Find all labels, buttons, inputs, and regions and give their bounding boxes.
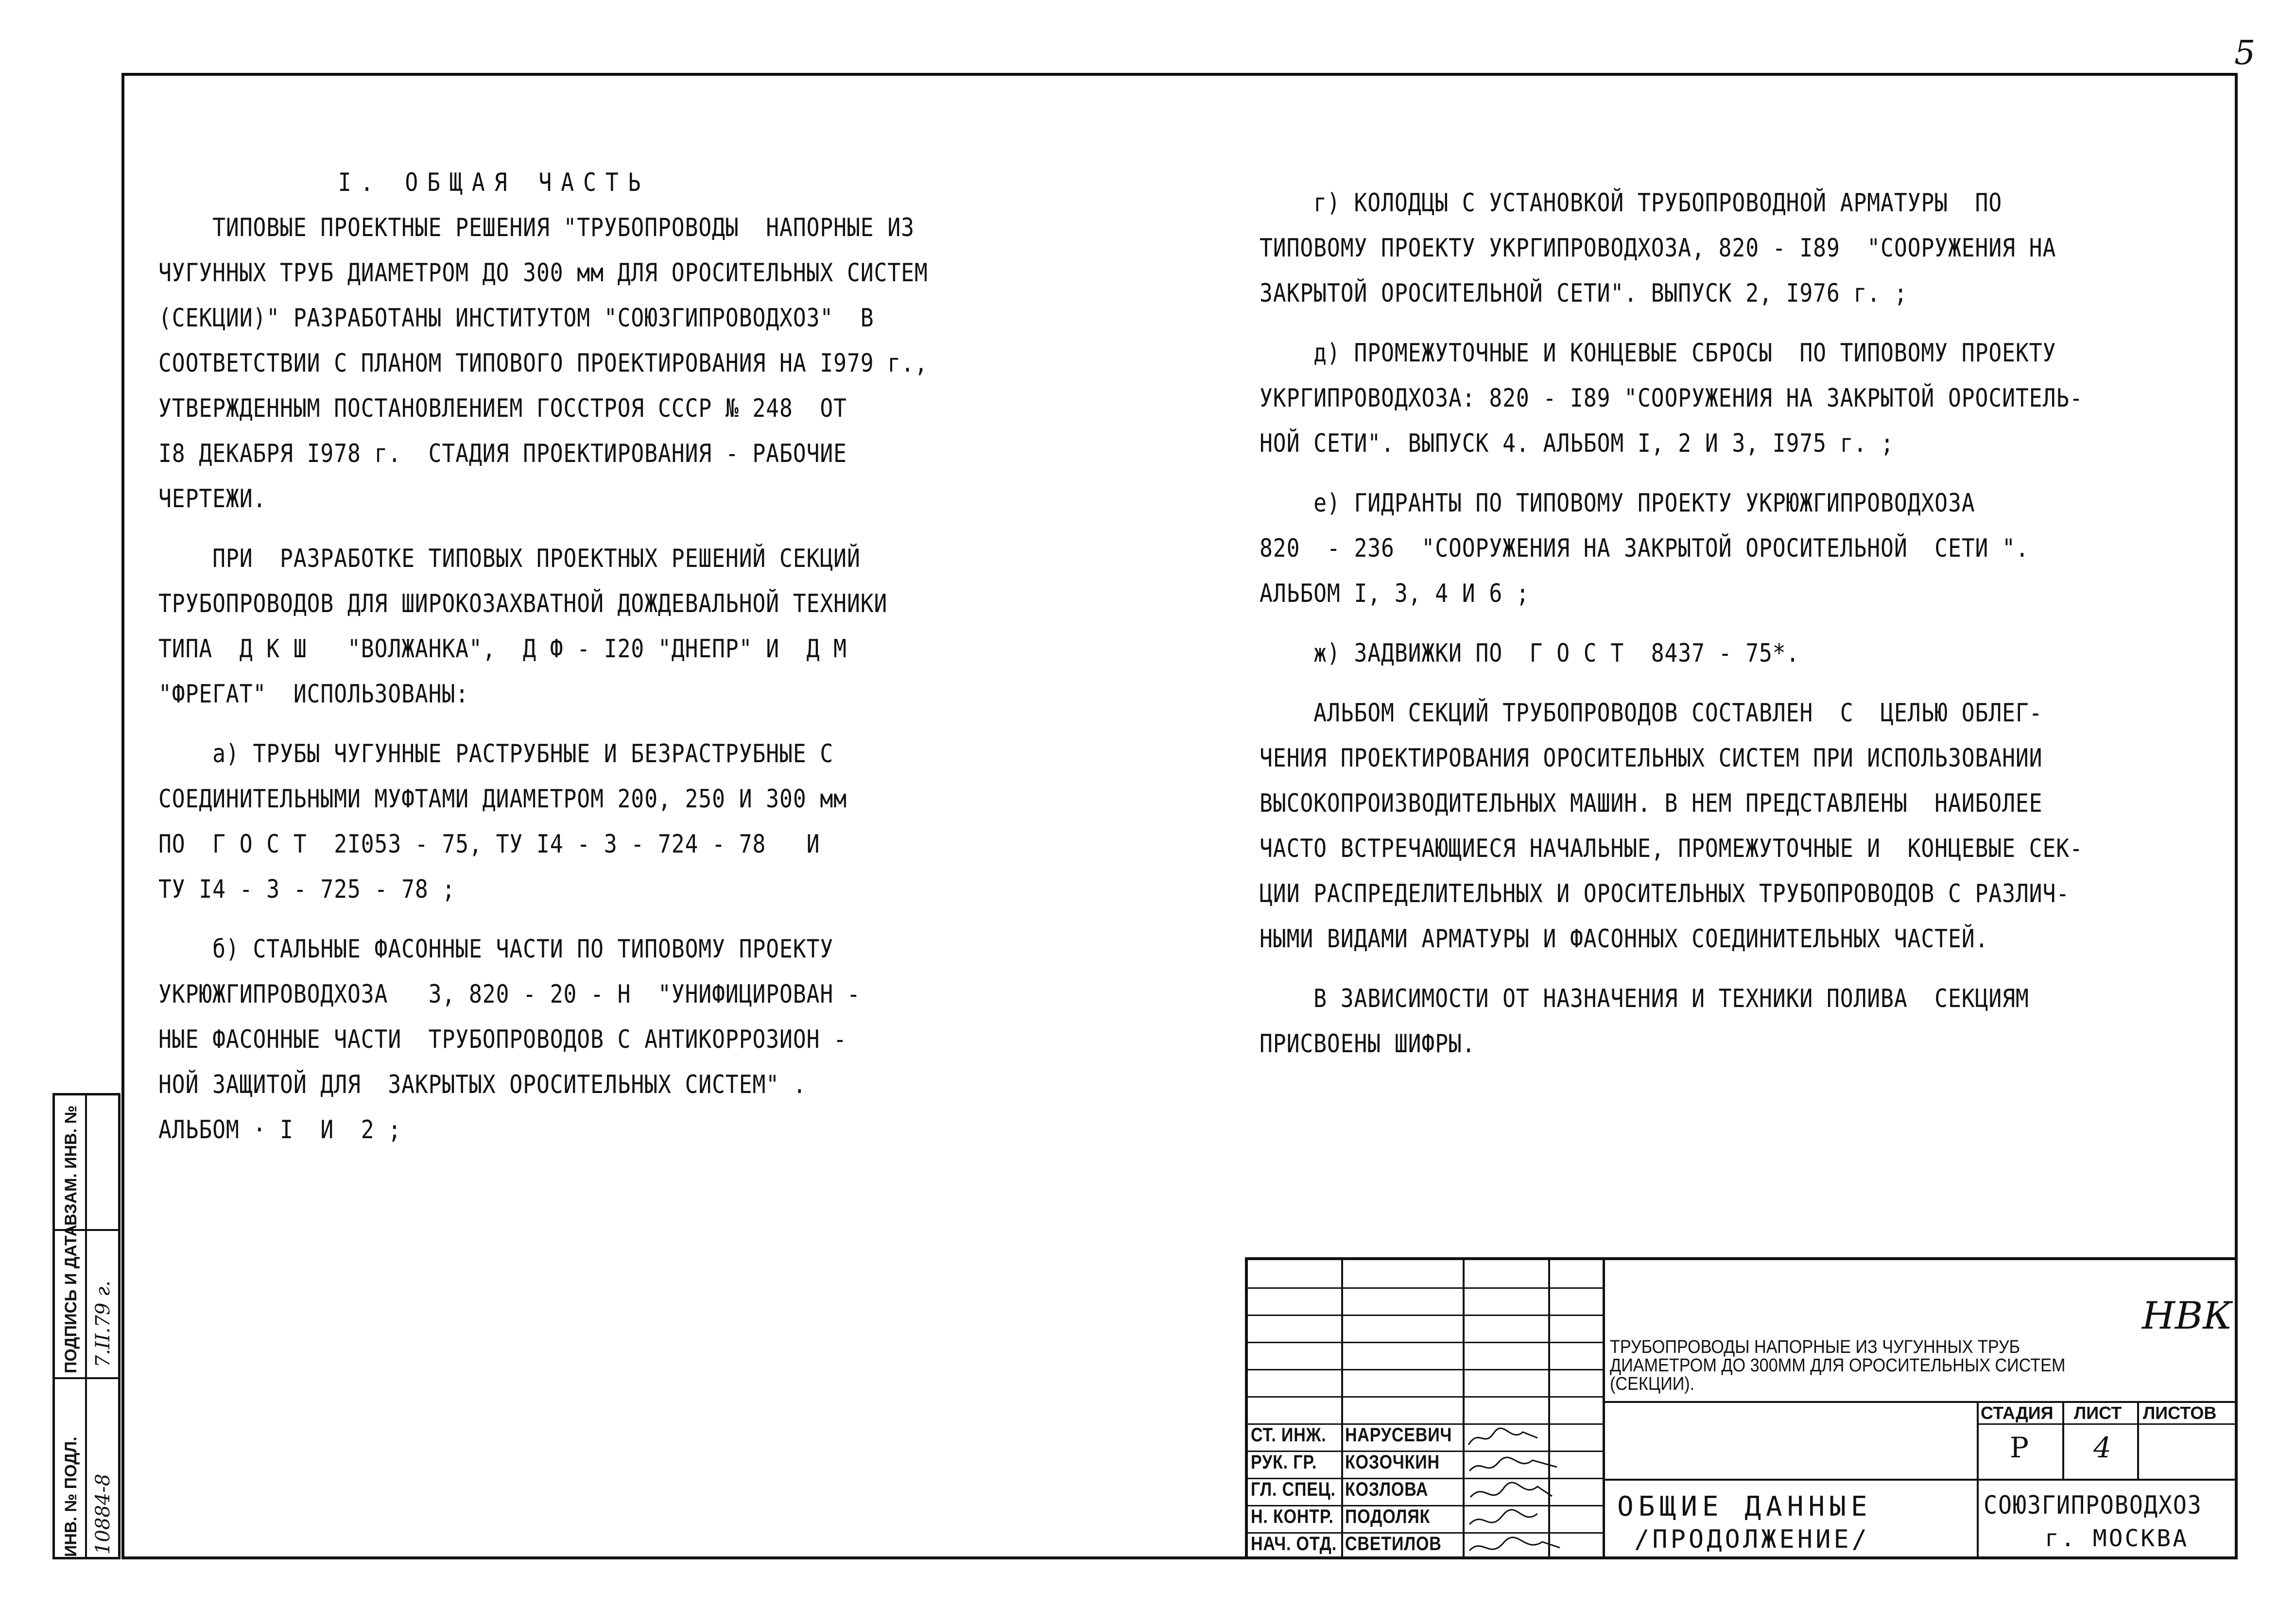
left-text-line: ЧУГУННЫХ ТРУБ ДИАМЕТРОМ ДО 300 мм ДЛЯ ОРОСИТЕЛЬНЫХ СИСТЕМ: [158, 258, 928, 288]
left-text-line: УКРЮЖГИПРОВОДХОЗА 3, 820 - 20 - Н "УНИФИЦИРОВАН -: [158, 980, 861, 1009]
signature-2: [1469, 1457, 1557, 1471]
left-text-line: "ФРЕГАТ" ИСПОЛЬЗОВАНЫ:: [158, 680, 469, 709]
right-text-line: НОЙ СЕТИ". ВЫПУСК 4. АЛЬБОМ I, 2 И 3, I975 г. ;: [1260, 429, 1894, 458]
right-text-line: ТИПОВОМУ ПРОЕКТУ УКРГИПРОВОДХОЗА, 820 - I89 "СООРУЖЕНИЯ НА: [1260, 234, 2056, 263]
right-text-line: ЗАКРЫТОЙ ОРОСИТЕЛЬНОЙ СЕТИ". ВЫПУСК 2, I976 г. ;: [1260, 279, 1908, 308]
title-block: [1245, 1257, 2238, 1559]
staff-role-2: РУК. ГР.: [1251, 1452, 1317, 1473]
staff-name-1: НАРУСЕВИЧ: [1345, 1424, 1452, 1446]
right-text-line: г) КОЛОДЦЫ С УСТАНОВКОЙ ТРУБОПРОВОДНОЙ АРМАТУРЫ ПО: [1260, 188, 2003, 218]
right-text-spacer: [1260, 616, 2137, 631]
signature-4: [1469, 1510, 1537, 1524]
left-text-spacer: [158, 912, 973, 927]
staff-role-3: ГЛ. СПЕЦ.: [1251, 1479, 1336, 1500]
staff-name-5: СВЕТИЛОВ: [1345, 1533, 1442, 1555]
stamp-label-replaced-inv: ВЗАМ. ИНВ. №: [62, 1105, 80, 1226]
sheet-header: ЛИСТ: [2074, 1403, 2122, 1423]
right-text-line: УКРГИПРОВОДХОЗА: 820 - I89 "СООРУЖЕНИЯ НА ЗАКРЫТОЙ ОРОСИТЕЛЬ-: [1260, 384, 2083, 413]
right-text-spacer: [1260, 676, 2137, 691]
document-subtitle: /ПРОДОЛЖЕНИЕ/: [1634, 1525, 1870, 1554]
stamp-inv-value: 10884-8: [92, 1473, 114, 1555]
left-text-line: ТРУБОПРОВОДОВ ДЛЯ ШИРОКОЗАХВАТНОЙ ДОЖДЕВАЛЬНОЙ ТЕХНИКИ: [158, 589, 888, 618]
stamp-label-signature-date: ПОДПИСЬ И ДАТА: [62, 1224, 80, 1373]
stage-header: СТАДИЯ: [1981, 1403, 2054, 1423]
left-text-column: [158, 160, 973, 1153]
left-margin-stamp: [52, 1093, 121, 1559]
page-number: 5: [2234, 34, 2256, 72]
section-title: I. ОБЩАЯ ЧАСТЬ: [338, 168, 650, 197]
left-text-line: ТУ I4 - 3 - 725 - 78 ;: [158, 875, 456, 904]
document-title: ОБЩИЕ ДАННЫЕ: [1617, 1491, 1872, 1522]
organisation-name: СОЮЗГИПРОВОДХОЗ: [1984, 1491, 2202, 1520]
drawing-description: ТРУБОПРОВОДЫ НАПОРНЫЕ ИЗ ЧУГУННЫХ ТРУБ ДИАМЕТРОМ ДО 300ММ ДЛЯ ОРОСИТЕЛЬНЫХ СИСТЕМ (СЕКЦИИ).: [1610, 1337, 2066, 1394]
left-text-line: б) СТАЛЬНЫЕ ФАСОННЫЕ ЧАСТИ ПО ТИПОВОМУ ПРОЕКТУ: [158, 935, 834, 964]
right-text-line: ЧЕНИЯ ПРОЕКТИРОВАНИЯ ОРОСИТЕЛЬНЫХ СИСТЕМ ПРИ ИСПОЛЬЗОВАНИИ: [1260, 744, 2043, 773]
right-text-line: ВЫСОКОПРОИЗВОДИТЕЛЬНЫХ МАШИН. В НЕМ ПРЕДСТАВЛЕНЫ НАИБОЛЕЕ: [1260, 789, 2043, 818]
right-text-line: ЧАСТО ВСТРЕЧАЮЩИЕСЯ НАЧАЛЬНЫЕ, ПРОМЕЖУТОЧНЫЕ И КОНЦЕВЫЕ СЕК-: [1260, 834, 2083, 863]
sheets-header: ЛИСТОВ: [2143, 1403, 2217, 1423]
stamp-label-inv-original: ИНВ. № ПОДЛ.: [62, 1436, 80, 1557]
right-text-line: В ЗАВИСИМОСТИ ОТ НАЗНАЧЕНИЯ И ТЕХНИКИ ПОЛИВА СЕКЦИЯМ: [1260, 984, 2029, 1013]
drawing-code: НВК: [2142, 1294, 2232, 1338]
right-text-line: е) ГИДРАНТЫ ПО ТИПОВОМУ ПРОЕКТУ УКРЮЖГИПРОВОДХОЗА: [1260, 489, 1975, 518]
left-text-line: УТВЕРЖДЕННЫМ ПОСТАНОВЛЕНИЕМ ГОССТРОЯ СССР № 248 ОТ: [158, 394, 847, 423]
left-text-line: ПРИ РАЗРАБОТКЕ ТИПОВЫХ ПРОЕКТНЫХ РЕШЕНИЙ СЕКЦИЙ: [158, 544, 861, 573]
left-text-line: ПО Г О С Т 2I053 - 75, ТУ I4 - 3 - 724 - 78 И: [158, 830, 820, 859]
right-text-line: ПРИСВОЕНЫ ШИФРЫ.: [1260, 1029, 1476, 1059]
right-text-line: АЛЬБОМ СЕКЦИЙ ТРУБОПРОВОДОВ СОСТАВЛЕН С ЦЕЛЬЮ ОБЛЕГ-: [1260, 699, 2043, 728]
right-text-line: 820 - 236 "СООРУЖЕНИЯ НА ЗАКРЫТОЙ ОРОСИТЕЛЬНОЙ СЕТИ ".: [1260, 534, 2029, 563]
sheet-value: 4: [2093, 1431, 2111, 1464]
staff-role-4: Н. КОНТР.: [1251, 1506, 1334, 1527]
signature-1: [1468, 1428, 1537, 1445]
left-text-line: СОЕДИНИТЕЛЬНЫМИ МУФТАМИ ДИАМЕТРОМ 200, 250 И 300 мм: [158, 785, 847, 814]
left-text-line: СООТВЕТСТВИИ С ПЛАНОМ ТИПОВОГО ПРОЕКТИРОВАНИЯ НА I979 г.,: [158, 349, 928, 378]
left-text-line: ТИПОВЫЕ ПРОЕКТНЫЕ РЕШЕНИЯ "ТРУБОПРОВОДЫ НАПОРНЫЕ ИЗ: [158, 213, 915, 242]
right-text-spacer: [1260, 316, 2137, 331]
staff-role-1: СТ. ИНЖ.: [1251, 1424, 1327, 1446]
staff-role-5: НАЧ. ОТД.: [1251, 1533, 1337, 1555]
left-text-spacer: [158, 717, 973, 732]
staff-name-3: КОЗЛОВА: [1345, 1479, 1429, 1500]
right-text-line: ж) ЗАДВИЖКИ ПО Г О С Т 8437 - 75*.: [1260, 639, 1800, 668]
signature-5: [1469, 1538, 1560, 1551]
staff-name-2: КОЗОЧКИН: [1345, 1452, 1440, 1473]
right-text-spacer: [1260, 466, 2137, 481]
left-text-spacer: [158, 522, 973, 536]
left-text-line: а) ТРУБЫ ЧУГУННЫЕ РАСТРУБНЫЕ И БЕЗРАСТРУБНЫЕ С: [158, 739, 834, 769]
right-text-spacer: [1260, 962, 2137, 976]
staff-name-4: ПОДОЛЯК: [1345, 1506, 1431, 1527]
left-text-line: ЧЕРТЕЖИ.: [158, 484, 267, 513]
right-text-column: [1260, 181, 2137, 1067]
left-text-line: (СЕКЦИИ)" РАЗРАБОТАНЫ ИНСТИТУТОМ "СОЮЗГИПРОВОДХОЗ" В: [158, 304, 874, 333]
signature-3: [1470, 1483, 1552, 1497]
stamp-date-value: 7.II.79 г.: [92, 1280, 114, 1367]
left-text-line: НОЙ ЗАЩИТОЙ ДЛЯ ЗАКРЫТЫХ ОРОСИТЕЛЬНЫХ СИСТЕМ" .: [158, 1070, 807, 1099]
left-text-line: I8 ДЕКАБРЯ I978 г. СТАДИЯ ПРОЕКТИРОВАНИЯ - РАБОЧИЕ: [158, 439, 847, 468]
organisation-city: г. МОСКВА: [2045, 1525, 2189, 1552]
signatures-graphic: [1465, 1423, 1562, 1559]
right-text-line: АЛЬБОМ I, 3, 4 И 6 ;: [1260, 579, 1530, 608]
left-text-line: АЛЬБОМ · I И 2 ;: [158, 1115, 402, 1145]
right-text-line: д) ПРОМЕЖУТОЧНЫЕ И КОНЦЕВЫЕ СБРОСЫ ПО ТИПОВОМУ ПРОЕКТУ: [1260, 339, 2056, 368]
right-text-line: НЫМИ ВИДАМИ АРМАТУРЫ И ФАСОННЫХ СОЕДИНИТЕЛЬНЫХ ЧАСТЕЙ.: [1260, 924, 1989, 954]
left-text-line: НЫЕ ФАСОННЫЕ ЧАСТИ ТРУБОПРОВОДОВ С АНТИКОРРОЗИОН -: [158, 1025, 847, 1054]
left-text-line: ТИПА Д К Ш "ВОЛЖАНКА", Д Ф - I20 "ДНЕПР" И Д М: [158, 634, 847, 664]
right-text-line: ЦИИ РАСПРЕДЕЛИТЕЛЬНЫХ И ОРОСИТЕЛЬНЫХ ТРУБОПРОВОДОВ С РАЗЛИЧ-: [1260, 879, 2070, 908]
stage-value: Р: [2010, 1431, 2029, 1464]
